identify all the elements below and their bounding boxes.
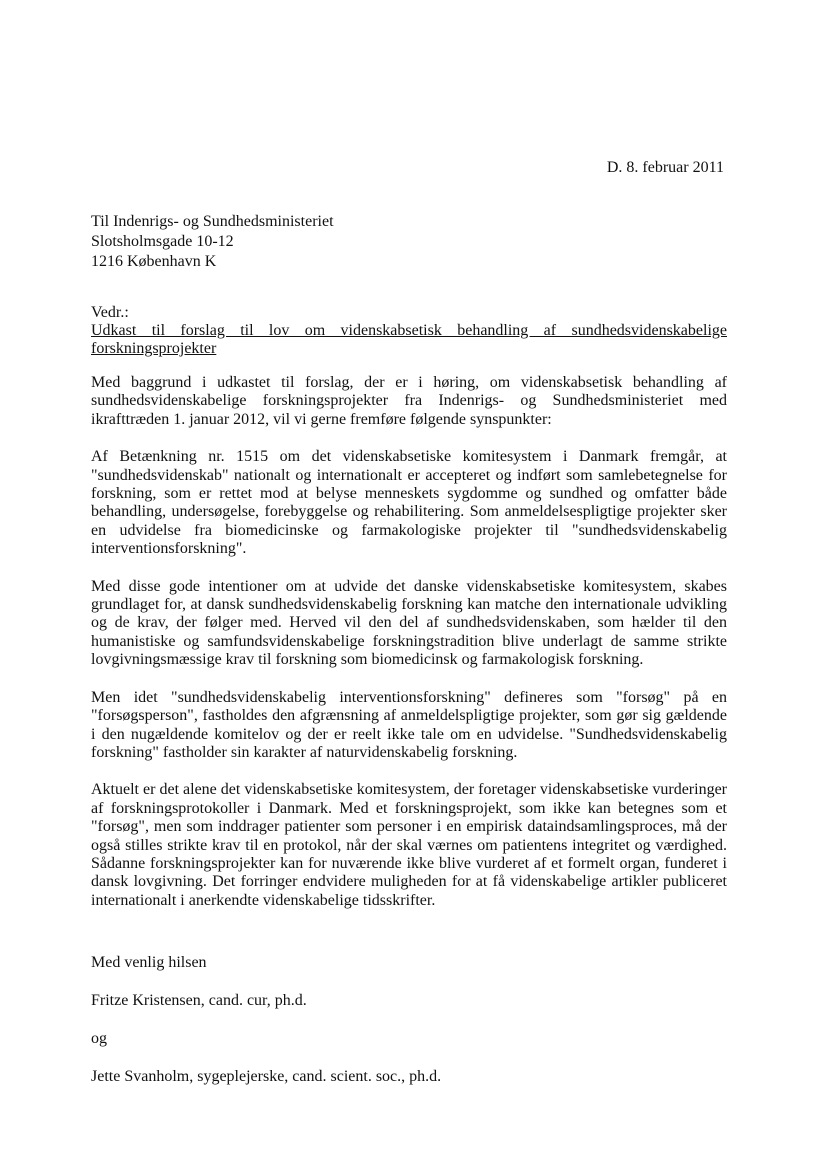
recipient-line-2: Slotsholmsgade 10-12 [91, 233, 234, 250]
body-paragraph-3: Med disse gode intentioner om at udvide det danske videnskabsetiske komitesystem, skabes grundlaget for, at dansk sundhedsvidenskabelig forskning kan matche den internationale udvikling og de krav, der følger med. Herved vil den del af sundhedsvidenskaben, som hælder til den humanistiske og samfundsvidenskabelige forskningstradition blive underlagt de samme strikte lovgivningsmæssige krav til forskning som biomedicinsk og farmakologisk forskning. [91, 577, 727, 669]
body-paragraph-5: Aktuelt er det alene det videnskabsetiske komitesystem, der foretager videnskabsetiske vurderinger af forskningsprotokoller i Danmark. Med et forskningsprojekt, som ikke kan betegnes som et "forsøg", men som inddrager patienter som personer i en empirisk dataindsamlingsproces, må der også stilles strikte krav til en protokol, når der skal værnes om patientens integritet og værdighed. Sådanne forskningsprojekter kan for nuværende ikke blive vurderet af et formelt organ, funderet i dansk lovgivning. Det forringer endvidere muligheden for at få videnskabelige artikler publiceret internationalt i anerkendte videnskabelige tidsskrifter. [91, 781, 727, 909]
body-paragraph-2: Af Betænkning nr. 1515 om det videnskabsetiske komitesystem i Danmark fremgår, at "sundhedsvidenskab" nationalt og internationalt er accepteret og indført som samlebetegnelse for forskning, som er rettet mod at belyse menneskets sygdomme og sundhed og omfatter både behandling, undersøgelse, forebyggelse og rehabilitering. Som anmeldelsespligtige projekter sker en udvidelse fra biomedicinske og farmakologiske projekter til "sundhedsvidenskabelig interventionsforskning". [91, 448, 727, 558]
recipient-line-1: Til Indenrigs- og Sundhedsministeriet [91, 213, 334, 230]
closing-conjunction: og [91, 1030, 107, 1047]
closing-greeting: Med venlig hilsen [91, 954, 207, 971]
closing-block [91, 953, 441, 1105]
signer-2: Jette Svanholm, sygeplejerske, cand. scient. soc., ph.d. [91, 1068, 442, 1085]
subject-label: Vedr.: [91, 304, 129, 321]
letter-date: D. 8. februar 2011 [606, 159, 724, 176]
subject-title: Udkast til forslag til lov om videnskabsetisk behandling af sundhedsvidenskabelige forskningsprojekter [91, 322, 727, 357]
recipient-line-3: 1216 København K [91, 253, 217, 270]
body-paragraph-1: Med baggrund i udkastet til forslag, der er i høring, om videnskabsetisk behandling af sundhedsvidenskabelige forskningsprojekter fra Indenrigs- og Sundhedsministeriet med ikrafttræden 1. januar 2012, vil vi gerne fremføre følgende synspunkter: [91, 374, 727, 428]
signer-1: Fritze Kristensen, cand. cur, ph.d. [91, 992, 307, 1009]
recipient-address [91, 212, 334, 272]
subject-block [91, 304, 727, 358]
letter-body [91, 374, 727, 929]
body-paragraph-4: Men idet "sundhedsvidenskabelig interventionsforskning" defineres som "forsøg" på en "forsøgsperson", fastholdes den afgrænsning af anmeldelspligtige projekter, som gør sig gældende i den nugældende komitelov og der er reelt ikke tale om en udvidelse. "Sundhedsvidenskabelig forskning" fastholder sin karakter af naturvidenskabelig forskning. [91, 688, 727, 761]
